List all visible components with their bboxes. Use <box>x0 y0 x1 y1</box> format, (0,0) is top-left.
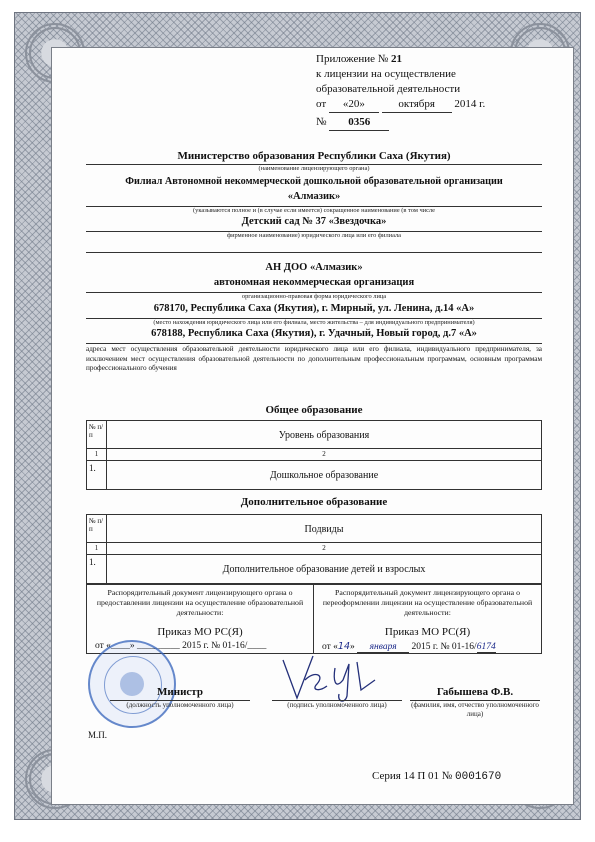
date-mid: » <box>350 642 355 652</box>
appendix-date <box>316 97 536 113</box>
handwritten-number: 6174 <box>476 642 496 652</box>
general-table <box>86 420 542 490</box>
signature-icon <box>275 650 395 705</box>
row-value: Дополнительное образование детей и взрослых <box>222 564 426 575</box>
handwritten-day: 14 <box>337 641 350 652</box>
seal-place-label: М.П. <box>88 730 108 740</box>
date-prefix: от « <box>322 642 338 652</box>
divider <box>86 252 542 253</box>
address-legal-caption: (место нахождения юридического лица или его филиала, место жительства – для индивидуального предпринимателя) <box>86 318 542 326</box>
table-row <box>87 543 541 555</box>
license-number <box>316 115 389 131</box>
appendix-number: 21 <box>391 53 403 65</box>
row-num: 1. <box>87 461 107 489</box>
name-caption: (фамилия, имя, отчество уполномоченного лица) <box>411 701 539 718</box>
decision-right-order: Приказ МО РС(Я) <box>384 626 471 638</box>
col-index: 2 <box>322 544 326 552</box>
branch-name: Детский сад № 37 «Звездочка» <box>241 216 387 227</box>
org-caption: (указываются полное и (в случае если имеется) сокращенное наименование (в том числе <box>86 206 542 214</box>
series-line <box>372 770 501 783</box>
series-num-prefix: № <box>441 770 453 782</box>
signature-caption: (подпись уполномоченного лица) <box>272 700 402 709</box>
decision-right <box>314 585 541 653</box>
date-month: октября <box>382 97 452 113</box>
col-name-header: Уровень образования <box>278 430 370 441</box>
ministry-caption: (наименование лицензирующего органа) <box>86 164 542 172</box>
position-caption: (должность уполномоченного лица) <box>110 700 250 709</box>
license-number-value: 0356 <box>329 115 389 131</box>
ministry-name: Министерство образования Республики Саха (Якутия) <box>177 150 451 162</box>
appendix-line2: к лицензии на осуществление <box>316 68 456 80</box>
short-name: АН ДОО «Алмазик» <box>265 262 363 273</box>
date-day: «20» <box>329 97 379 113</box>
col-index: 2 <box>322 450 326 458</box>
appendix-prefix: Приложение № <box>316 53 389 65</box>
col-index: 1 <box>87 449 107 460</box>
branch-caption: фирменное наименование) юридического лица или его филиала <box>86 231 542 239</box>
num-prefix: № <box>316 116 327 128</box>
org-name-line2: «Алмазик» <box>287 191 341 202</box>
address-activity-caption: адреса мест осуществления образовательной деятельности юридического лица или его филиала, индивидуального предпринимателя, за исключением мест осуществления образовательной деятельности по дополнительным профессиональным программам, основным программам профессионального обучения <box>86 345 542 373</box>
general-title: Общее образование <box>265 404 363 416</box>
additional-table <box>86 514 542 584</box>
col-index: 1 <box>87 543 107 554</box>
col-num-header: № п/п <box>87 515 107 542</box>
additional-title: Дополнительное образование <box>240 496 388 508</box>
address-legal: 678170, Республика Саха (Якутия), г. Мирный, ул. Ленина, д.14 «А» <box>153 303 475 314</box>
date-year: 2014 г. <box>454 98 486 110</box>
col-num-header: № п/п <box>87 421 107 448</box>
decision-right-caption: Распорядительный документ лицензирующего органа о переоформлении лицензии на осуществление образовательной деятельности: <box>322 588 533 617</box>
table-row <box>87 449 541 461</box>
signatory-position: Министр <box>157 686 203 698</box>
address-activity: 678188, Республика Саха (Якутия), г. Удачный, Новый город, д.7 «А» <box>151 328 477 339</box>
decision-docs <box>86 584 542 654</box>
handwritten-month: января <box>357 642 409 653</box>
series-value: 14 П 01 <box>403 770 440 782</box>
series-label: Серия <box>372 770 401 782</box>
legal-form-caption: организационно-правовая форма юридического лица <box>86 292 542 300</box>
official-seal-icon <box>88 640 176 728</box>
series-number: 0001670 <box>455 771 502 783</box>
table-row <box>87 515 541 543</box>
table-row <box>87 461 541 489</box>
decision-left-order: Приказ МО РС(Я) <box>157 626 243 638</box>
col-name-header: Подвиды <box>304 524 344 535</box>
table-row <box>87 555 541 583</box>
signatory-name: Габышева Ф.В. <box>436 686 514 698</box>
decision-left-caption: Распорядительный документ лицензирующего органа о предоставлении лицензии на осуществление образовательной деятельности: <box>96 588 304 617</box>
date-year: 2015 г. № 01-16/ <box>411 642 477 652</box>
row-value: Дошкольное образование <box>269 470 379 481</box>
appendix-title <box>316 52 402 67</box>
decision-left-date: от «____» _________ 2015 г. № 01-16/____ <box>95 641 267 651</box>
org-name-line1: Филиал Автономной некоммерческой дошкольной образовательной организации <box>125 176 503 187</box>
row-num: 1. <box>87 555 107 583</box>
legal-form: автономная некоммерческая организация <box>213 277 415 288</box>
appendix-line3: образовательной деятельности <box>316 83 461 95</box>
date-from: от <box>316 98 327 110</box>
table-row <box>87 421 541 449</box>
